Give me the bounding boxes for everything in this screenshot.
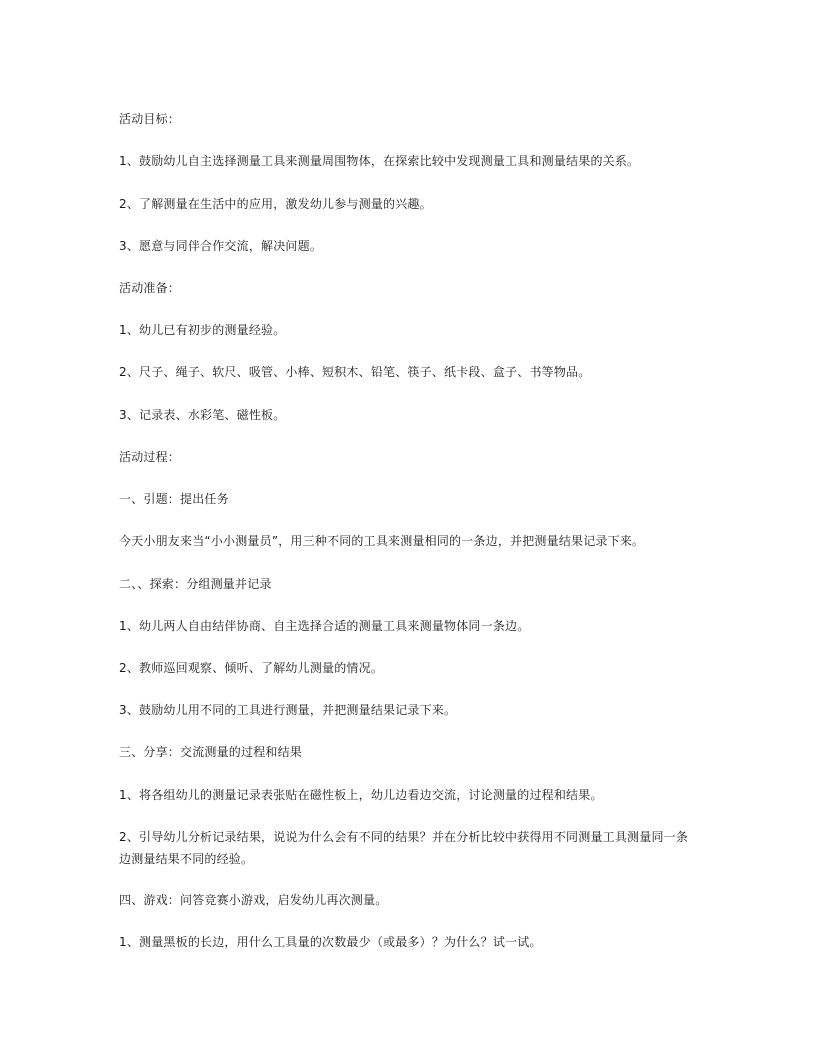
paragraph-explore-1: 1、幼儿两人自由结伴协商、自主选择合适的测量工具来测量物体同一条边。 [119,619,530,633]
paragraph-explore-2: 2、教师巡回观察、倾听、了解幼儿测量的情况。 [119,661,384,675]
section-heading-1: 一、引题：提出任务 [119,492,229,506]
paragraph-goal-3: 3、愿意与同伴合作交流，解决问题。 [119,239,323,253]
paragraph-prep-3: 3、记录表、水彩笔、磁性板。 [119,408,286,422]
paragraph-share-2: 2、引导幼儿分析记录结果，说说为什么会有不同的结果？并在分析比较中获得用不同测量工具测量同一条边测量结果不同的经验。 [119,830,689,866]
paragraph-game-1: 1、测量黑板的长边，用什么工具量的次数最少（或最多）？为什么？试一试。 [119,935,542,949]
paragraph-goal-2: 2、了解测量在生活中的应用，激发幼儿参与测量的兴趣。 [119,197,432,211]
paragraph-prep-1: 1、幼儿已有初步的测量经验。 [119,323,286,337]
paragraph-explore-3: 3、鼓励幼儿用不同的工具进行测量，并把测量结果记录下来。 [119,703,457,717]
paragraph-share-1: 1、将各组幼儿的测量记录表张贴在磁性板上，幼儿边看边交流，讨论测量的过程和结果。 [119,788,603,802]
paragraph-prep-2: 2、尺子、绳子、软尺、吸管、小棒、短积木、铅笔、筷子、纸卡段、盒子、书等物品。 [119,365,591,379]
paragraph-intro: 今天小朋友来当“小小测量员”，用三种不同的工具来测量相同的一条边，并把测量结果记录下来。 [119,534,645,548]
heading-activity-goals: 活动目标： [119,112,181,126]
section-heading-3: 三、分享：交流测量的过程和结果 [119,745,303,759]
section-heading-4: 四、游戏：问答竞赛小游戏，启发幼儿再次测量。 [119,893,388,907]
paragraph-goal-1: 1、鼓励幼儿自主选择测量工具来测量周围物体，在探索比较中发现测量工具和测量结果的关系。 [119,154,640,168]
heading-activity-process: 活动过程： [119,450,181,464]
section-heading-2: 二、、探索：分组测量并记录 [119,577,272,591]
heading-activity-preparation: 活动准备： [119,281,181,295]
